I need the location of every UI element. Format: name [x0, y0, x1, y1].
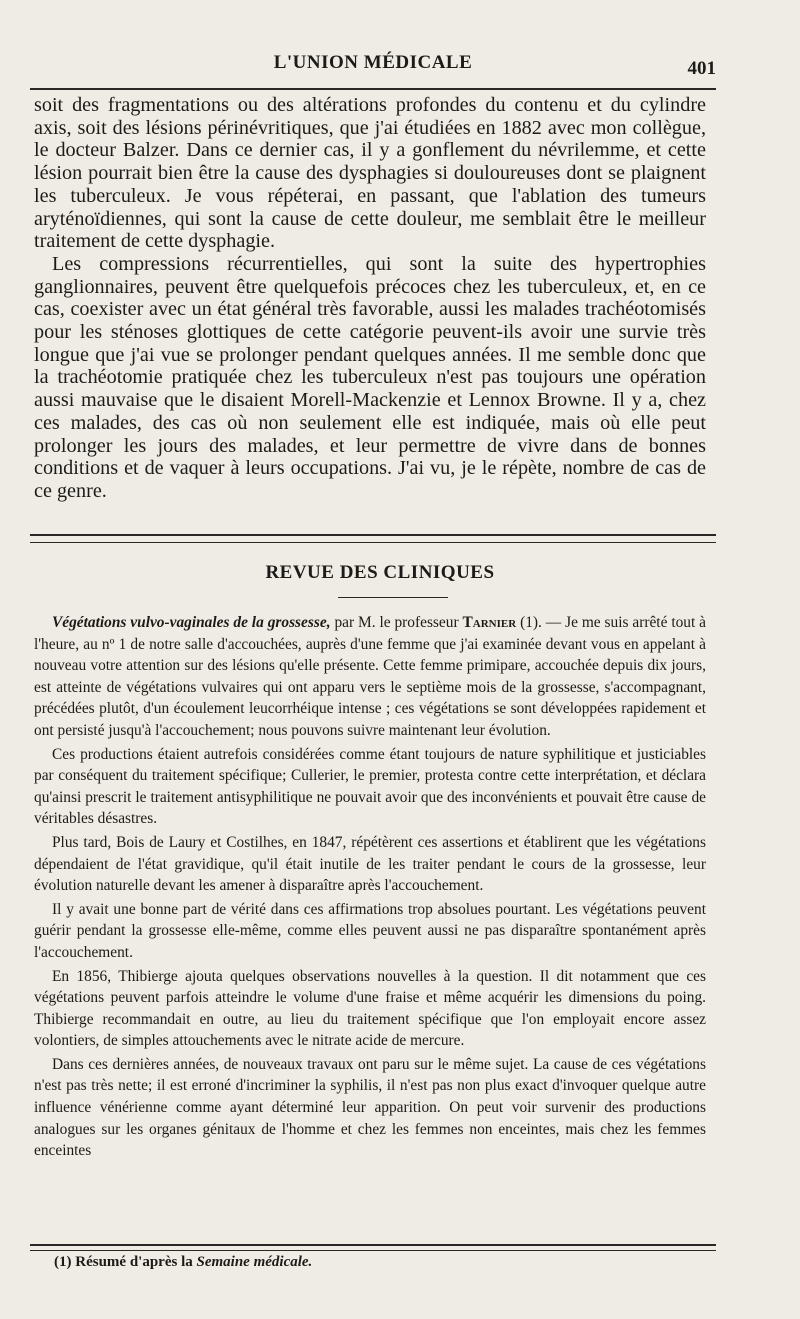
page-number: 401: [687, 58, 716, 79]
article-by: par M. le professeur: [330, 614, 463, 631]
intro-text: [34, 94, 706, 503]
article-paragraph-6: Dans ces dernières années, de nouveaux travaux ont paru sur le même sujet. La cause de ces végétations n'est pas très nette; il est erroné d'incriminer la syphilis, il n'est pas non plus exact d'invoquer quelque autre influence vénérienne comme ayant déterminé leur apparition. On peut voir survenir des productions analogues sur les organes génitaux de l'homme et chez les femmes non enceintes, mais chez les femmes enceintes: [34, 1055, 706, 1160]
article-lead: Végétations vulvo-vaginales de la grossesse,: [52, 614, 331, 631]
section-title: REVUE DES CLINIQUES: [265, 562, 495, 583]
article-body: [34, 612, 706, 1162]
article-author: Tarnier: [462, 614, 517, 631]
intro-paragraph-1: soit des fragmentations ou des altérations profondes du contenu et du cylindre axis, soit des lésions périnévritiques, que j'ai étudiées en 1882 avec mon collègue, le docteur Balzer. Dans ce dernier cas, il y a gonflement du névrilemme, et cette lésion pourrait bien être la cause des dysphagies si douloureuses dont se plaignent les tuberculeux. Je vous répéterai, en passant, que l'ablation des tumeurs aryténoïdiennes, qui sont la cause de cette douleur, me semblait être le meilleur traitement de cette dysphagie.: [34, 94, 706, 253]
section-divider: [30, 534, 716, 543]
footnote-divider: [30, 1244, 716, 1251]
page-header: [30, 48, 716, 90]
footnote-prefix: (1) Résumé d'après la: [54, 1254, 197, 1270]
footnote-source: Semaine médicale.: [196, 1254, 313, 1270]
article-paragraph-2: Ces productions étaient autrefois considérées comme étant toujours de nature syphilitique et justiciables par conséquent du traitement spécifique; Cullerier, le premier, protesta contre cette interprétation, et déclara qu'ainsi prescrit le traitement antisyphilitique ne pouvait avoir que des inconvénients et pouvait être cause de véritables désastres.: [34, 745, 706, 828]
article-paragraph-3: Plus tard, Bois de Laury et Costilhes, en 1847, répétèrent ces assertions et établirent que les végétations dépendaient de l'état gravidique, qu'il était inutile de les traiter pendant le cours de la grossesse, leur évolution naturelle devant les amener à disparaître après l'accouchement.: [34, 833, 706, 895]
footnote: [54, 1254, 312, 1271]
article-paragraph-5: En 1856, Thibierge ajouta quelques observations nouvelles à la question. Il dit notamment que ces végétations peuvent parfois atteindre le volume d'une fraise et même acquérir les dimensions du poing. Thibierge recommandait en outre, au lieu du traitement spécifique que l'on employait encore assez volontiers, de simples attouchements avec le nitrate acide de mercure.: [34, 967, 706, 1050]
article-paragraph-4: Il y avait une bonne part de vérité dans ces affirmations trop absolues pourtant. Les végétations peuvent guérir pendant la grossesse elle-même, comme elles peuvent aussi ne pas disparaître spontanément après l'accouchement.: [34, 900, 706, 961]
running-title: L'UNION MÉDICALE: [273, 52, 473, 73]
section-title-rule: [338, 597, 448, 598]
article-paragraph-1-text: (1). — Je me suis arrêté tout à l'heure, au nº 1 de notre salle d'accouchées, auprès d'une femme que j'ai examinée devant vous en appelant à nouveau votre attention sur des lésions qu'elle présente. Cette femme primipare, accouchée depuis dix jours, est atteinte de végétations vulvaires qui ont apparu vers le septième mois de la grossesse, s'accompagnant, précédées plutôt, d'un écoulement leucorrhéique intense ; ces végétations se sont développées rapidement et ont persisté jusqu'à l'accouchement; nous pouvons suivre maintenant leur évolution.: [34, 614, 706, 739]
intro-paragraph-2: Les compressions récurrentielles, qui sont la suite des hypertrophies ganglionnaires, peuvent être quelquefois précoces chez les tuberculeux, et, en ce cas, coexister avec un état général très favorable, aussi les malades trachéotomisés pour les sténoses glottiques de cette catégorie peuvent-ils avoir une survie très longue que j'ai vue se prolonger pendant quelques années. Il me semble donc que la trachéotomie pratiquée chez les tuberculeux n'est pas toujours une opération aussi mauvaise que le disaient Morell-Mackenzie et Lennox Browne. Il y a, chez ces malades, des cas où non seulement elle est indiquée, mais où elle peut prolonger les jours des malades, et leur permettre de vivre dans de bonnes conditions et de vaquer à leurs occupations. J'ai vu, je le répète, nombre de cas de ce genre.: [34, 252, 706, 502]
article-paragraph-1: [34, 612, 706, 742]
